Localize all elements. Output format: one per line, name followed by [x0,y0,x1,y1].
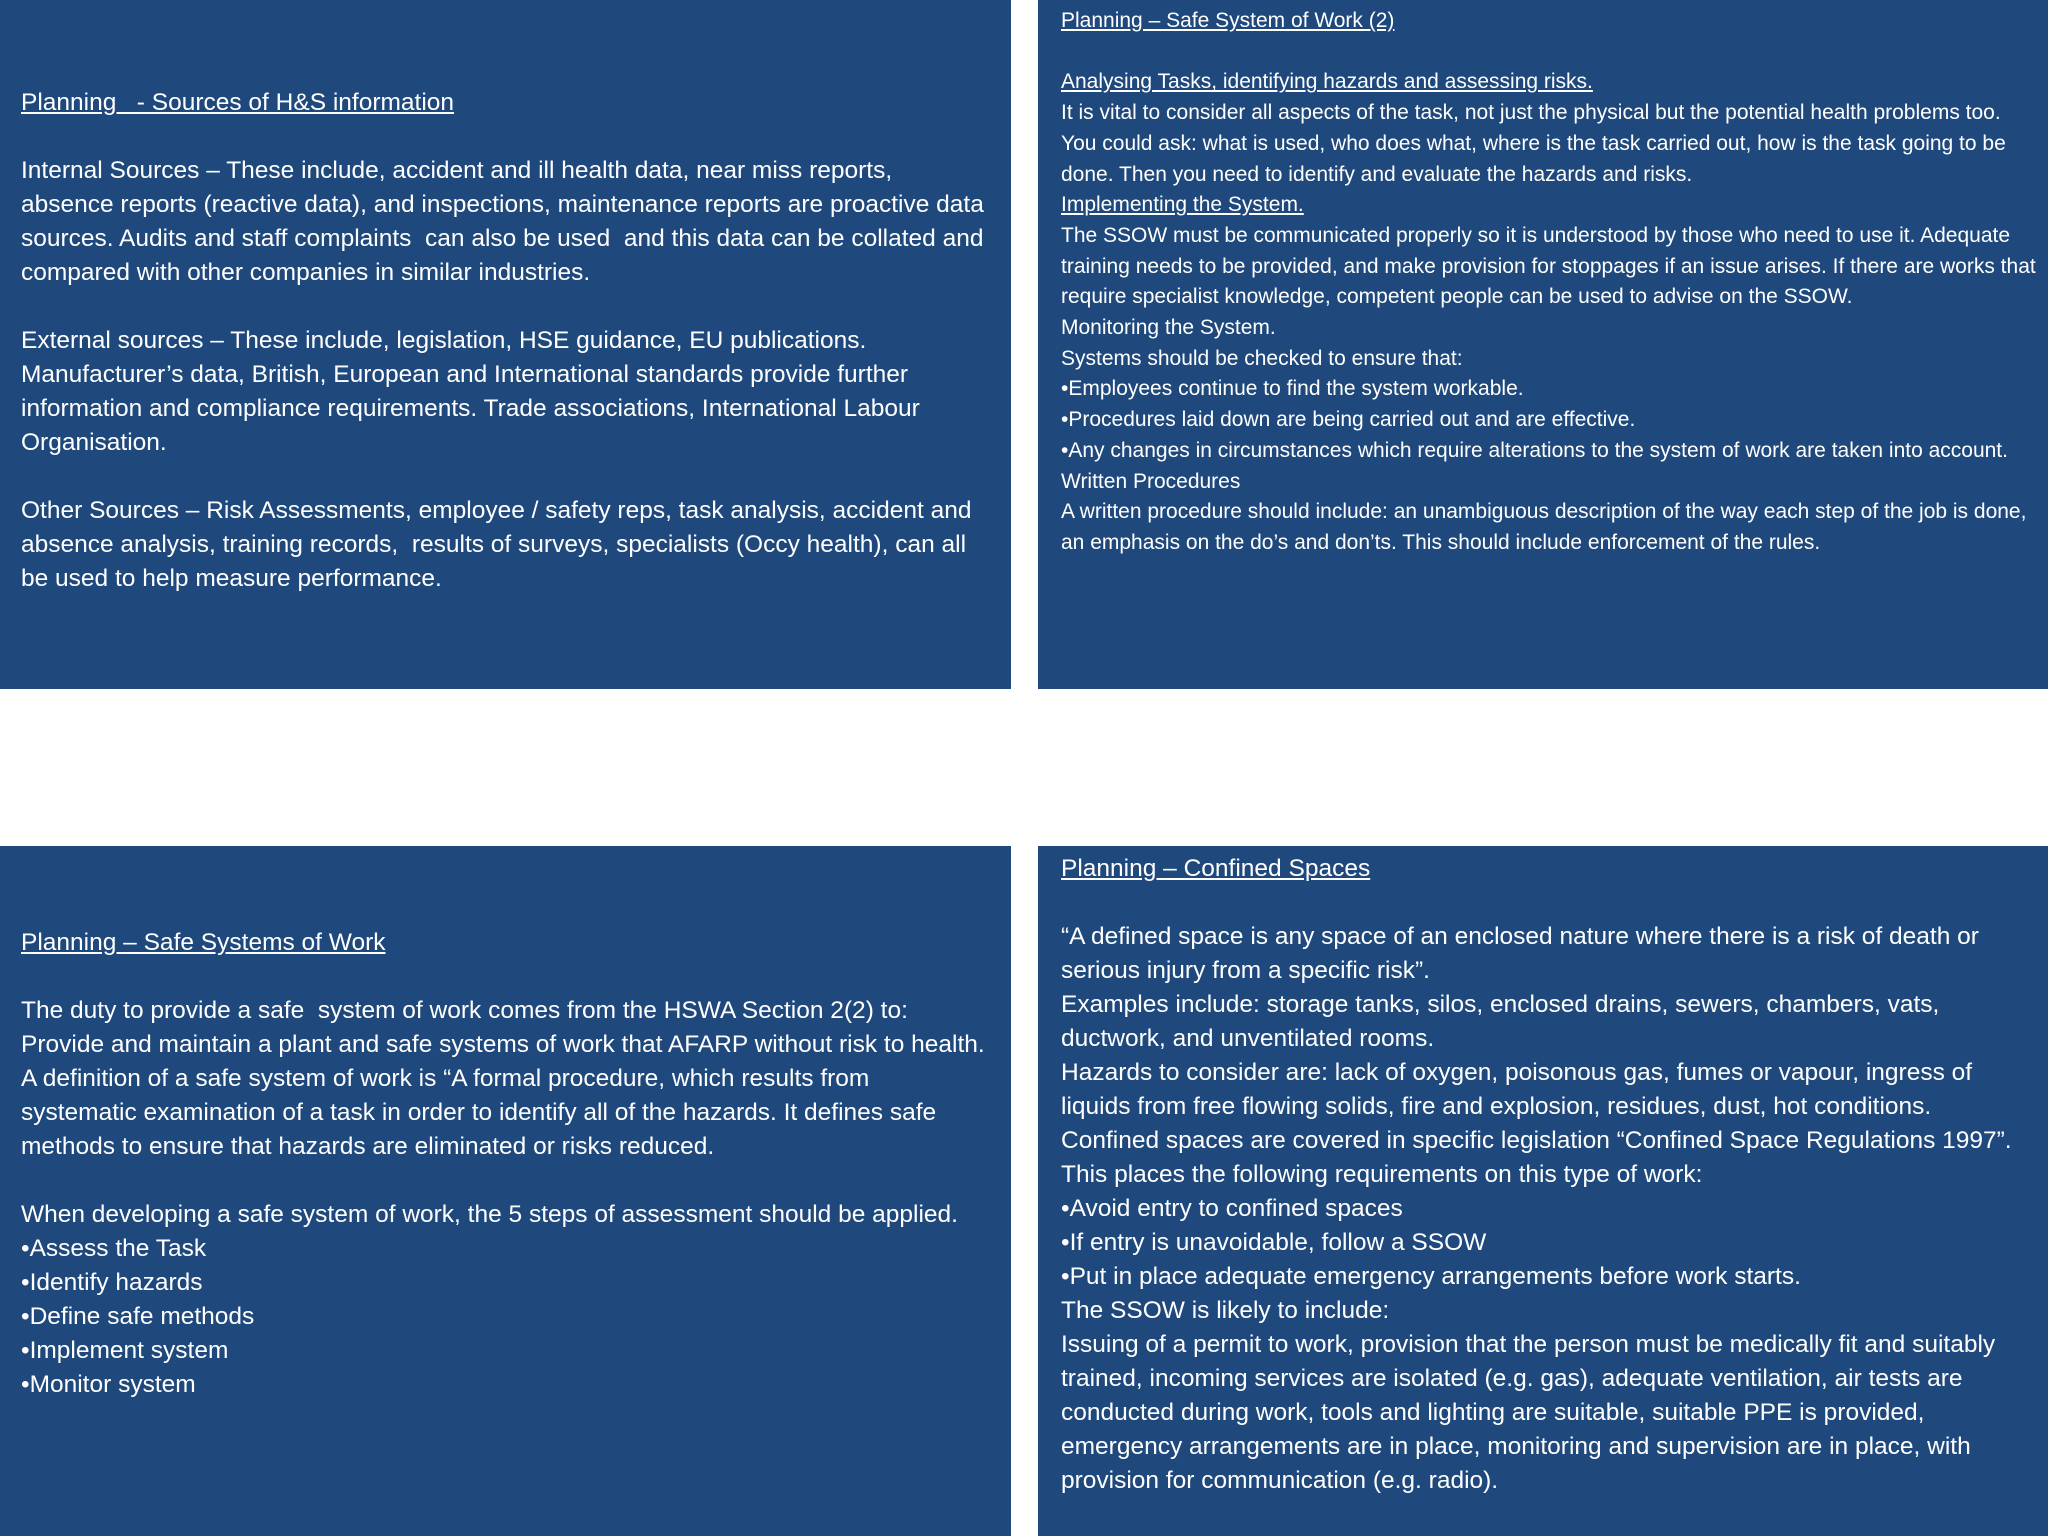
confined-legislation: Confined spaces are covered in specific legislation “Confined Space Regulations 1997”. [1061,1127,2012,1154]
ssow-steps-intro: When developing a safe system of work, the 5 steps of assessment should be applied. [21,1201,958,1228]
written-procedures-text: A written procedure should include: an unambiguous description of the way each step of the job is done, an emphasis on the do’s and don’ts. This should include enforcement of the rules. [1061,500,2033,554]
analysing-tasks-text: It is vital to consider all aspects of the task, not just the physical but the potential health problems too. You could ask: what is used, who does what, where is the task carried out, how is the task going to be done. Then you need to identify and evaluate the hazards and risks. [1061,101,2012,186]
confined-spaces-card [1038,846,2048,1536]
implementing-system-text: The SSOW must be communicated properly so it is understood by those who need to use it. Adequate training needs to be provided, and make provision for stoppages if an issue arises. If there are works that require specialist knowledge, competent people can be used to advise on the SSOW. [1061,223,2042,309]
analysing-tasks-heading: Analysing Tasks, identifying hazards and assessing risks. [1061,70,1593,94]
safe-system-of-work-2-card [1038,0,2048,689]
implementing-system-heading: Implementing the System. [1061,193,1304,217]
internal-sources-paragraph: Internal Sources – These include, accident and ill health data, near miss reports, absence reports (reactive data), and inspections, maintenance reports are proactive data sources. Audits and staff complaints can also be used and this data can be collated and compared with other companies in similar industries. [21,157,998,286]
ssow-step-item: •Identify hazards [21,1269,203,1296]
monitoring-bullet: •Employees continue to find the system workable. [1061,377,1524,401]
monitoring-system-intro: Systems should be checked to ensure that: [1061,346,1463,370]
ssow-definition-paragraph: A definition of a safe system of work is “A formal procedure, which results from systematic examination of a task in order to identify all of the hazards. It defines safe methods to ensure that hazards are eliminated or risks reduced. [21,1065,943,1160]
safe-systems-of-work-card [0,846,1011,1536]
confined-definition: “A defined space is any space of an enclosed nature where there is a risk of death or serious injury from a specific risk”. [1061,923,1986,984]
other-sources-paragraph: Other Sources – Risk Assessments, employee / safety reps, task analysis, accident and absence analysis, training records, results of surveys, specialists (Occy health), can all be used to help measure performance. [21,497,979,592]
sources-of-information-card [0,0,1011,689]
ssow-duty-paragraph: The duty to provide a safe system of work comes from the HSWA Section 2(2) to: Provide and maintain a plant and safe systems of work that AFARP without risk to health. [21,997,985,1058]
written-procedures-heading: Written Procedures [1061,469,1241,493]
confined-hazards: Hazards to consider are: lack of oxygen, poisonous gas, fumes or vapour, ingress of liquids from free flowing solids, fire and explosion, residues, dust, hot conditions. [1061,1059,1979,1120]
ssow-step-item: •Define safe methods [21,1303,255,1330]
ssow-step-item: •Monitor system [21,1371,196,1398]
ssow-step-item: •Implement system [21,1337,229,1364]
confined-requirement-item: •If entry is unavoidable, follow a SSOW [1061,1229,1487,1256]
confined-ssow-text: Issuing of a permit to work, provision that the person must be medically fit and suitably trained, incoming services are isolated (e.g. gas), adequate ventilation, air tests are conducted during work, tools and lighting are suitable, suitable PPE is provided, emergency arrangements are in place, monitoring and supervision are in place, with provision for communication (e.g. radio). [1061,1331,2002,1494]
ssow2-card-title: Planning – Safe System of Work (2) [1061,9,1395,32]
confined-requirement-item: •Put in place adequate emergency arrangements before work starts. [1061,1263,1801,1290]
confined-requirement-item: •Avoid entry to confined spaces [1061,1195,1403,1222]
confined-examples: Examples include: storage tanks, silos, enclosed drains, sewers, chambers, vats, ductwork, and unventilated rooms. [1061,991,1947,1052]
ssow-step-item: •Assess the Task [21,1235,207,1262]
confined-ssow-intro: The SSOW is likely to include: [1061,1297,1390,1324]
ssow-card-title: Planning – Safe Systems of Work [21,929,386,956]
confined-requirements-intro: This places the following requirements on this type of work: [1061,1161,1703,1188]
external-sources-paragraph: External sources – These include, legislation, HSE guidance, EU publications. Manufacturer’s data, British, European and International standards provide further information and compliance requirements. Trade associations, International Labour Organisation. [21,327,927,456]
confined-card-title: Planning – Confined Spaces [1061,855,1371,882]
monitoring-bullet: •Any changes in circumstances which require alterations to the system of work are taken into account. [1061,438,2008,462]
monitoring-system-heading: Monitoring the System. [1061,316,1276,340]
sources-card-title: Planning - Sources of H&S information [21,89,455,116]
monitoring-bullet: •Procedures laid down are being carried out and are effective. [1061,408,1636,432]
